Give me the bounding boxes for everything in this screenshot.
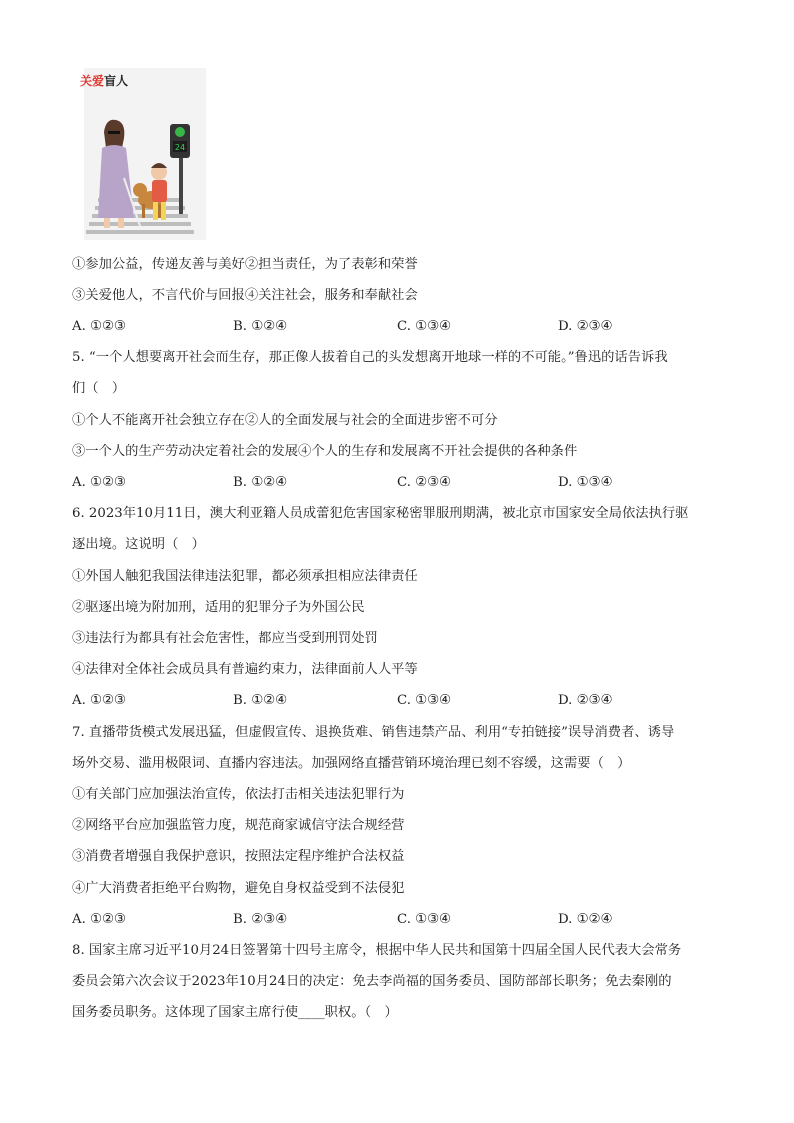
q4-statement-1: ①参加公益，传递友善与美好②担当责任，为了表彰和荣誉 (72, 257, 418, 272)
q6-statement-3: ③违法行为都具有社会危害性，都应当受到刑罚处罚 (72, 631, 378, 646)
title-red-part: 关爱 (80, 74, 105, 88)
q6-statement-4: ④法律对全体社会成员具有普遍约束力，法律面前人人平等 (72, 662, 418, 677)
q6-stem-line-1: 6. 2023年10月11日，澳大利亚籍人员成蕾犯危害国家秘密罪服刑期满，被北京市国家安全局依法执行驱 (72, 506, 689, 521)
q8-stem-line-1: 8. 国家主席习近平10月24日签署第十四号主席令，根据中华人民共和国第十四届全国人民代表大会常务 (72, 943, 682, 958)
q6-stem-line-2: 逐出境。这说明（ ） (72, 537, 205, 552)
q6-statement-1: ①外国人触犯我国法律违法犯罪，都必须承担相应法律责任 (72, 569, 418, 584)
q6-statement-2: ②驱逐出境为附加刑，适用的犯罪分子为外国公民 (72, 600, 365, 615)
q7-statement-4: ④广大消费者拒绝平台购物，避免自身权益受到不法侵犯 (72, 881, 405, 896)
q7-option-a: A. ①②③ (72, 912, 126, 927)
blind-crossing-picture (84, 68, 206, 240)
q5-option-c: C. ②③④ (397, 475, 451, 490)
q6-option-a: A. ①②③ (72, 693, 126, 708)
q7-stem-line-2: 场外交易、滥用极限词、直播内容违法。加强网络直播营销环境治理已刻不容缓，这需要（ ） (72, 756, 631, 771)
q7-statement-2: ②网络平台应加强监管力度，规范商家诚信守法合规经营 (72, 818, 405, 833)
q7-option-b: B. ②③④ (233, 912, 287, 927)
q5-stem-line-2: 们（ ） (72, 381, 126, 396)
q7-statement-3: ③消费者增强自我保护意识，按照法定程序维护合法权益 (72, 849, 405, 864)
q7-option-d: D. ①②④ (558, 912, 613, 927)
q4-option-d: D. ②③④ (558, 319, 613, 334)
q5-option-d: D. ①③④ (558, 475, 613, 490)
q6-option-b: B. ①②④ (233, 693, 287, 708)
q7-statement-1: ①有关部门应加强法治宣传，依法打击相关违法犯罪行为 (72, 787, 405, 802)
q5-statement-1: ①个人不能离开社会独立存在②人的全面发展与社会的全面进步密不可分 (72, 413, 498, 428)
q4-option-c: C. ①③④ (397, 319, 451, 334)
q4-option-b: B. ①②④ (233, 319, 287, 334)
care-for-blind-illustration (84, 68, 206, 240)
q5-option-a: A. ①②③ (72, 475, 126, 490)
q5-option-b: B. ①②④ (233, 475, 287, 490)
signal-countdown: 24 (174, 143, 186, 152)
q6-option-c: C. ①③④ (397, 693, 451, 708)
q5-statement-2: ③一个人的生产劳动决定着社会的发展④个人的生存和发展离不开社会提供的各种条件 (72, 444, 578, 459)
q6-option-d: D. ②③④ (558, 693, 613, 708)
title-dark-part: 盲人 (104, 74, 129, 88)
q5-stem-line-1: 5. “一个人想要离开社会而生存，那正像人拔着自己的头发想离开地球一样的不可能。”鲁迅的话告诉我 (72, 350, 668, 365)
q7-option-c: C. ①③④ (397, 912, 451, 927)
q4-option-a: A. ①②③ (72, 319, 126, 334)
q8-stem-line-3: 国务委员职务。这体现了国家主席行使____职权。（ ） (72, 1005, 398, 1020)
q7-stem-line-1: 7. 直播带货模式发展迅猛，但虚假宣传、退换货难、销售违禁产品、利用“专拍链接”误导消费者、诱导 (72, 725, 675, 740)
illustration-title (80, 72, 128, 89)
q4-statement-2: ③关爱他人，不言代价与回报④关注社会，服务和奉献社会 (72, 288, 418, 303)
q8-stem-line-2: 委员会第六次会议于2023年10月24日的决定：免去李尚福的国务委员、国防部部长职务；免去秦刚的 (72, 974, 672, 989)
